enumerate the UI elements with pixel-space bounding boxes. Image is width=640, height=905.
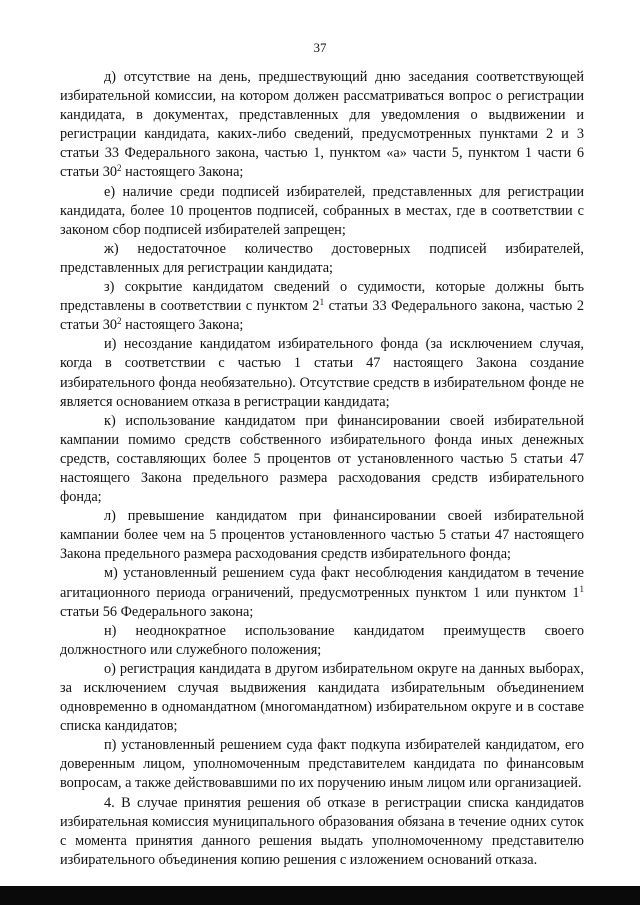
paragraph-o [60, 660, 584, 736]
page-number: 37 [313, 40, 327, 55]
superscript: 2 [117, 316, 122, 327]
scan-edge-bar [0, 886, 640, 905]
superscript: 1 [319, 297, 325, 308]
paragraph-text: к) использование кандидатом при финансировании своей избирательной кампании помимо средств собственного избирательного фонда иных денежных средств, составляющих более 5 процентов от установленного частью 5 статьи 47 настоящего Закона предельного размера расходования средств избирательного фонда; [60, 412, 584, 506]
paragraph-text: настоящего Закона; [121, 164, 244, 181]
paragraph-4 [60, 794, 584, 870]
paragraph-p [60, 736, 584, 793]
superscript: 2 [117, 163, 122, 174]
paragraph-text: н) неоднократное использование кандидатом преимуществ своего должностного или служебного положения; [60, 622, 584, 658]
paragraph-m [60, 564, 584, 621]
paragraph-l [60, 507, 584, 564]
paragraph-text: статьи 56 Федерального закона; [60, 603, 254, 620]
paragraph-zh [60, 240, 584, 278]
paragraph-e [60, 183, 584, 240]
paragraph-text: з) сокрытие кандидатом сведений о судимости, которые должны быть представлены в соответствии с пунктом 2 [60, 279, 584, 315]
paragraph-text: п) установленный решением суда факт подкупа избирателей кандидатом, его доверенным лицом, уполномоченным представителем кандидата по финансовым вопросам, а также действовавшими по их поручению иным лицом или организацией. [60, 737, 584, 792]
paragraph-text: м) установленный решением суда факт несоблюдения кандидатом в течение агитационного периода ограничений, предусмотренных пунктом 1 или пунктом 1 [60, 565, 584, 601]
paragraph-text: о) регистрация кандидата в другом избирательном округе на данных выборах, за исключением случая выдвижения кандидата избирательным объединением одновременно в одномандатном (многомандатном) избирательном округе и в составе списка кандидатов; [60, 660, 584, 735]
paragraph-i [60, 335, 584, 411]
paragraph-text: 4. В случае принятия решения об отказе в регистрации списка кандидатов избирательная комиссия муниципального образования обязана в течение одних суток с момента принятия данного решения выдать уполномоченному представителю избирательного объединения копию решения с изложением оснований отказа. [60, 794, 584, 868]
paragraph-text: л) превышение кандидатом при финансировании своей избирательной кампании более чем на 5 процентов установленного частью 5 статьи 47 настоящего Закона предельного размера расходования средств избирательного фонда; [60, 508, 584, 563]
paragraph-text: статьи 33 Федерального закона, частью 2 статьи 30 [60, 298, 585, 334]
paragraph-k [60, 412, 584, 507]
paragraph-text: настоящего Закона; [121, 317, 244, 334]
document-body [60, 68, 584, 870]
paragraph-z [60, 278, 584, 335]
paragraph-text: и) несоздание кандидатом избирательного фонда (за исключением случая, когда в соответствии с частью 1 статьи 47 настоящего Закона создание избирательного фонда необязательно). Отсутствие средств в избирательном фонде не является основанием отказа в регистрации кандидата; [60, 336, 584, 410]
paragraph-n [60, 622, 584, 660]
paragraph-text: ж) недостаточное количество достоверных подписей избирателей, представленных для регистрации кандидата; [60, 240, 584, 276]
paragraph-text: е) наличие среди подписей избирателей, представленных для регистрации кандидата, более 10 процентов подписей, собранных в местах, где в соответствии с законом сбор подписей избирателей запрещен; [60, 183, 584, 238]
paragraph-text: д) отсутствие на день, предшествующий дню заседания соответствующей избирательной комиссии, на котором должен рассматриваться вопрос о регистрации кандидата, в документах, представленных для уведомления о выдвижении и регистрации кандидата, каких-либо сведений, предусмотренных пунктами 2 и 3 статьи 33 Федерального закона, частью 1, пунктом «а» части 5, пунктом 1 части 6 статьи 30 [60, 69, 584, 181]
superscript: 1 [579, 583, 584, 594]
paragraph-d [60, 68, 584, 183]
